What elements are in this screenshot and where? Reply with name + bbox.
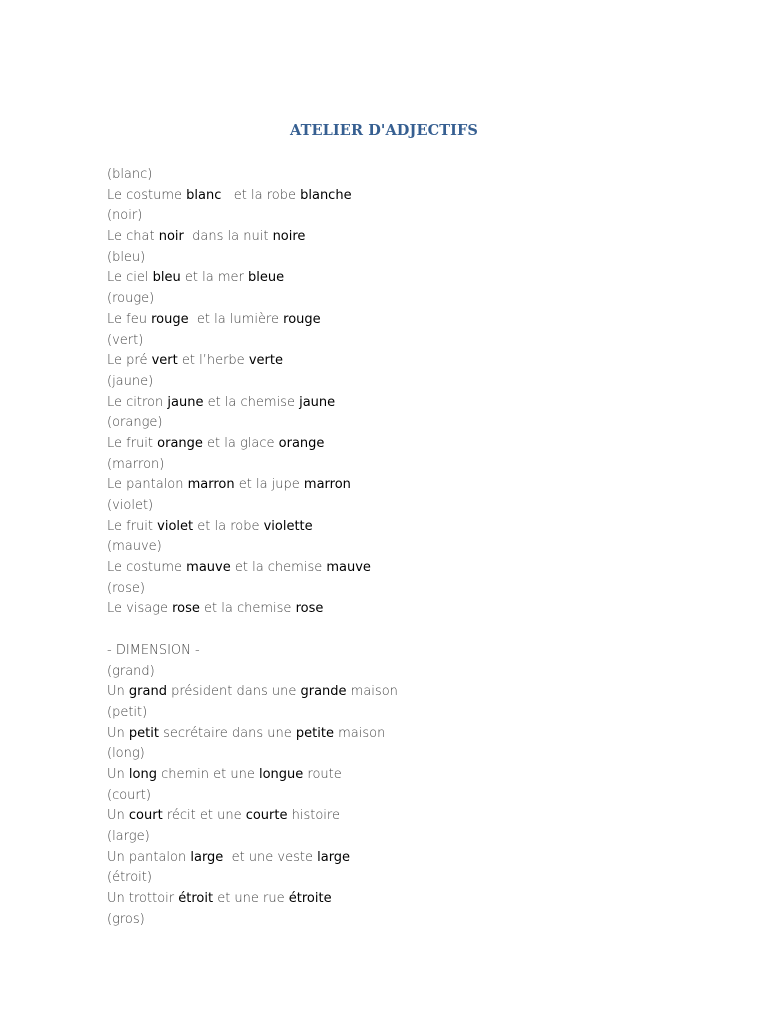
line-text: (rose) (107, 580, 145, 596)
line-text: (vert) (107, 332, 144, 348)
text-line (107, 703, 707, 724)
text-line (107, 889, 707, 910)
adjective-word: bleu (152, 270, 181, 286)
adjective-word: mauve (186, 560, 231, 576)
adjective-word: large (190, 849, 224, 865)
line-text: Le costume (107, 560, 187, 576)
text-line (107, 641, 707, 662)
line-text: (bleu) (107, 249, 146, 265)
adjective-word: verte (248, 353, 283, 369)
line-text: maison (333, 725, 386, 741)
line-text: - DIMENSION - (107, 642, 200, 658)
line-text: et une rue (213, 891, 289, 907)
line-text: et la chemise (203, 394, 300, 410)
adjective-word: longue (258, 766, 304, 782)
document-body (107, 165, 707, 930)
adjective-word: rouge (283, 311, 321, 327)
text-line (107, 372, 707, 393)
text-line (107, 806, 707, 827)
adjective-word: rose (295, 601, 324, 617)
text-line (107, 517, 707, 538)
line-text: et la chemise (199, 601, 296, 617)
document-title: ATELIER D'ADJECTIFS (290, 122, 478, 139)
text-line (107, 455, 707, 476)
adjective-word: jaune (299, 394, 336, 410)
adjective-word: large (317, 849, 351, 865)
line-text: président dans une (166, 684, 301, 700)
line-text: Un (107, 725, 129, 741)
text-line (107, 724, 707, 745)
line-text: route (303, 766, 342, 782)
text-line (107, 744, 707, 765)
text-line (107, 579, 707, 600)
line-text: (court) (107, 787, 151, 803)
line-text: histoire (287, 808, 340, 824)
line-text: (mauve) (107, 539, 162, 555)
adjective-word: noire (272, 229, 306, 245)
adjective-word: violette (263, 518, 313, 534)
line-text: Le pantalon (107, 477, 188, 493)
line-text: (large) (107, 829, 150, 844)
text-line (107, 868, 707, 889)
line-text: (jaune) (107, 373, 154, 389)
text-line (107, 413, 707, 434)
line-text: (marron) (107, 456, 165, 472)
text-line (107, 248, 707, 269)
line-text: et la jupe (234, 477, 304, 493)
text-line (107, 289, 707, 310)
line-text: chemin et une (156, 766, 259, 782)
text-line (107, 475, 707, 496)
line-text: (étroit) (107, 870, 152, 886)
line-text: Le ciel (107, 270, 153, 286)
adjective-word: rouge (151, 311, 189, 327)
line-text: et la robe (221, 187, 301, 203)
text-line (107, 496, 707, 517)
text-line (107, 227, 707, 248)
line-text: Le fruit (107, 435, 158, 451)
line-text: et une veste (223, 849, 318, 865)
adjective-word: petite (295, 725, 334, 741)
adjective-word: petit (128, 725, 159, 741)
adjective-word: court (128, 808, 163, 824)
line-text: Un (107, 684, 129, 700)
text-line (107, 351, 707, 372)
line-text: (grand) (107, 663, 155, 679)
text-line (107, 331, 707, 352)
text-line (107, 165, 707, 186)
line-text: Un pantalon (107, 849, 191, 865)
adjective-word: étroit (178, 891, 214, 907)
text-line (107, 827, 707, 848)
adjective-word: noir (158, 229, 184, 245)
text-line (107, 910, 707, 931)
line-text: (noir) (107, 208, 143, 224)
text-line (107, 786, 707, 807)
text-line (107, 434, 707, 455)
line-text: maison (346, 684, 398, 700)
text-line (107, 310, 707, 331)
line-text: et la glace (202, 435, 279, 451)
line-text: Le chat (107, 229, 159, 245)
line-text: et l’herbe (177, 353, 249, 369)
text-line (107, 186, 707, 207)
text-line (107, 393, 707, 414)
line-text: Un (107, 808, 129, 824)
text-line (107, 662, 707, 683)
line-text: Le visage (107, 601, 173, 617)
text-line (107, 537, 707, 558)
adjective-word: blanc (186, 187, 222, 203)
line-text: (orange) (107, 415, 163, 431)
line-text: (petit) (107, 704, 148, 720)
line-text: (gros) (107, 911, 145, 927)
line-text: Un (107, 766, 129, 782)
line-text: Le pré (107, 353, 152, 369)
adjective-word: grande (300, 684, 347, 700)
adjective-word: orange (157, 435, 203, 451)
line-text: récit et une (162, 808, 246, 824)
adjective-word: orange (278, 435, 325, 451)
text-line (107, 268, 707, 289)
adjective-word: mauve (326, 560, 371, 576)
line-text: et la lumière (188, 311, 284, 327)
line-text: Le feu (107, 311, 152, 327)
line-text: Un trottoir (107, 891, 179, 907)
line-text: (blanc) (107, 167, 153, 182)
adjective-word: étroite (288, 891, 332, 907)
line-text: et la chemise (230, 560, 327, 576)
adjective-word: marron (187, 477, 235, 493)
line-text: secrétaire dans une (158, 725, 296, 741)
adjective-word: jaune (167, 394, 204, 410)
adjective-word: vert (151, 353, 178, 369)
text-line (107, 682, 707, 703)
text-line (107, 558, 707, 579)
text-line (107, 848, 707, 869)
line-text: (long) (107, 746, 145, 762)
text-line (107, 599, 707, 620)
line-text: (violet) (107, 498, 154, 513)
line-text: Le costume (107, 187, 187, 203)
blank-line (107, 620, 707, 641)
line-text: Le fruit (107, 518, 158, 534)
adjective-word: blanche (300, 187, 352, 203)
adjective-word: marron (303, 477, 351, 493)
line-text: Le citron (107, 394, 168, 410)
line-text: dans la nuit (183, 229, 273, 245)
adjective-word: grand (128, 684, 167, 700)
adjective-word: bleue (247, 270, 285, 286)
adjective-word: rose (172, 601, 200, 617)
line-text: et la robe (193, 518, 264, 534)
line-text: et la mer (180, 270, 248, 286)
adjective-word: violet (157, 518, 194, 534)
text-line (107, 765, 707, 786)
text-line (107, 206, 707, 227)
adjective-word: long (128, 766, 157, 782)
line-text: (rouge) (107, 291, 155, 307)
adjective-word: courte (245, 808, 288, 824)
